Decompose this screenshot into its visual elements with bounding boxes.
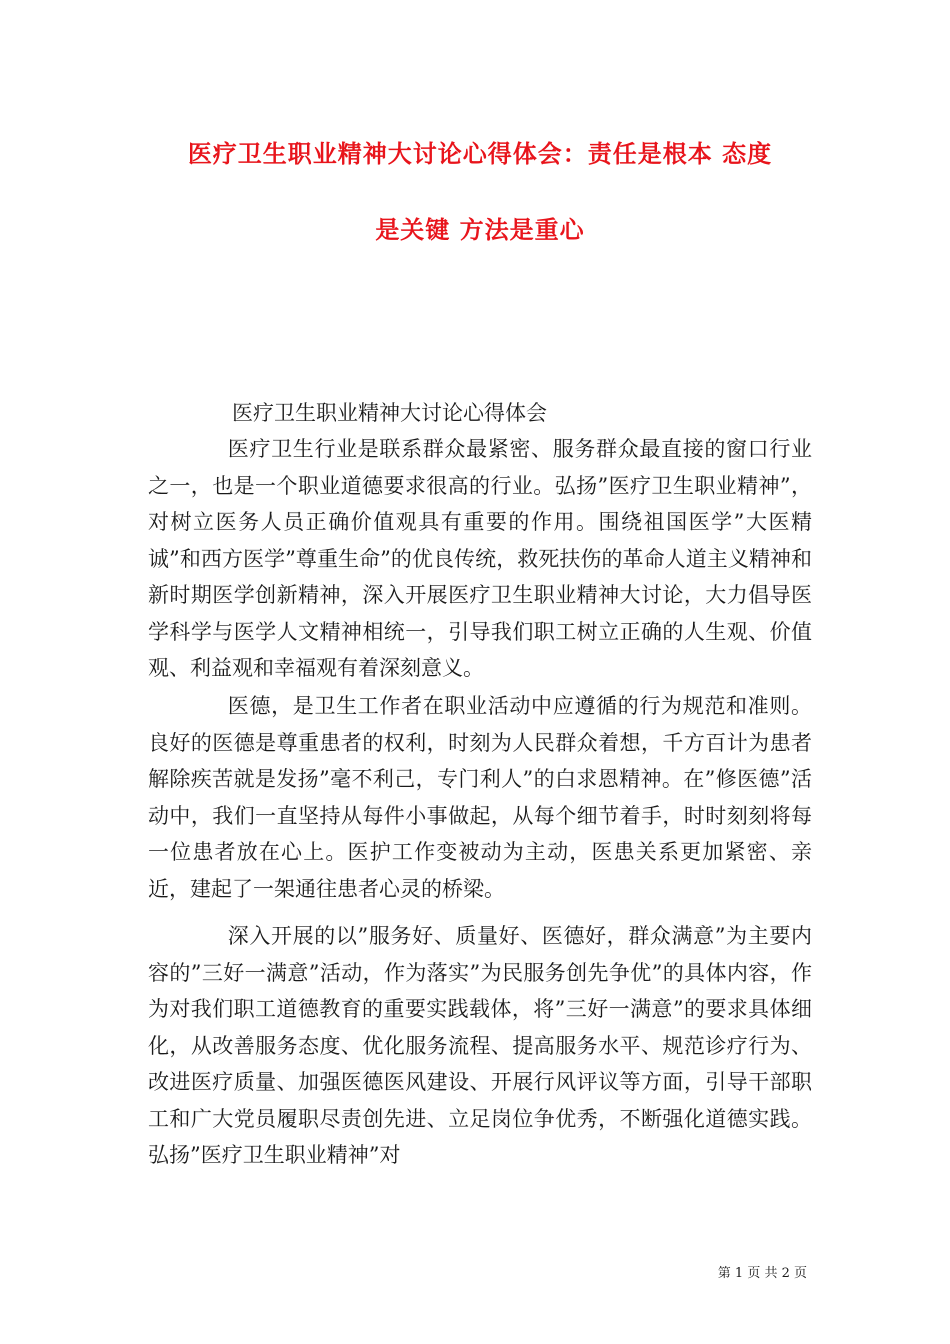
body-paragraph: 医疗卫生行业是联系群众最紧密、服务群众最直接的窗口行业之一，也是一个职业道德要求很高的行业。弘扬”医疗卫生职业精神”，对树立医务人员正确价值观具有重要的作用。围绕祖国医学”大医精诚”和西方医学”尊重生命”的优良传统，救死扶伤的革命人道主义精神和新时期医学创新精神，深入开展医疗卫生职业精神大讨论，大力倡导医学科学与医学人文精神相统一，引导我们职工树立正确的人生观、价值观、利益观和幸福观有着深刻意义。 [148,437,812,680]
document-title-line-2: 是关键 方法是重心 [375,215,585,244]
document-title-line-1: 医疗卫生职业精神大讨论心得体会：责任是根本 态度 [187,139,773,168]
body-paragraph: 深入开展的以”服务好、质量好、医德好，群众满意”为主要内容的”三好一满意”活动，作为落实”为民服务创先争优”的具体内容，作为对我们职工道德教育的重要实践载体，将”三好一满意”的要求具体细化，从改善服务态度、优化服务流程、提高服务水平、规范诊疗行为、改进医疗质量、加强医德医风建设、开展行风评议等方面，引导干部职工和广大党员履职尽责创先进、立足岗位争优秀，不断强化道德实践。弘扬”医疗卫生职业精神”对 [148,924,812,1167]
body-paragraph: 医德，是卫生工作者在职业活动中应遵循的行为规范和准则。良好的医德是尊重患者的权利，时刻为人民群众着想，千方百计为患者解除疾苦就是发扬”毫不利己，专门利人”的白求恩精神。在”修医德”活动中，我们一直坚持从每件小事做起，从每个细节着手，时时刻刻将每一位患者放在心上。医护工作变被动为主动，医患关系更加紧密、亲近，建起了一架通往患者心灵的桥梁。 [148,694,812,901]
page-number-footer: 第 1 页 共 2 页 [717,1266,807,1281]
document-subtitle: 医疗卫生职业精神大讨论心得体会 [232,401,547,425]
